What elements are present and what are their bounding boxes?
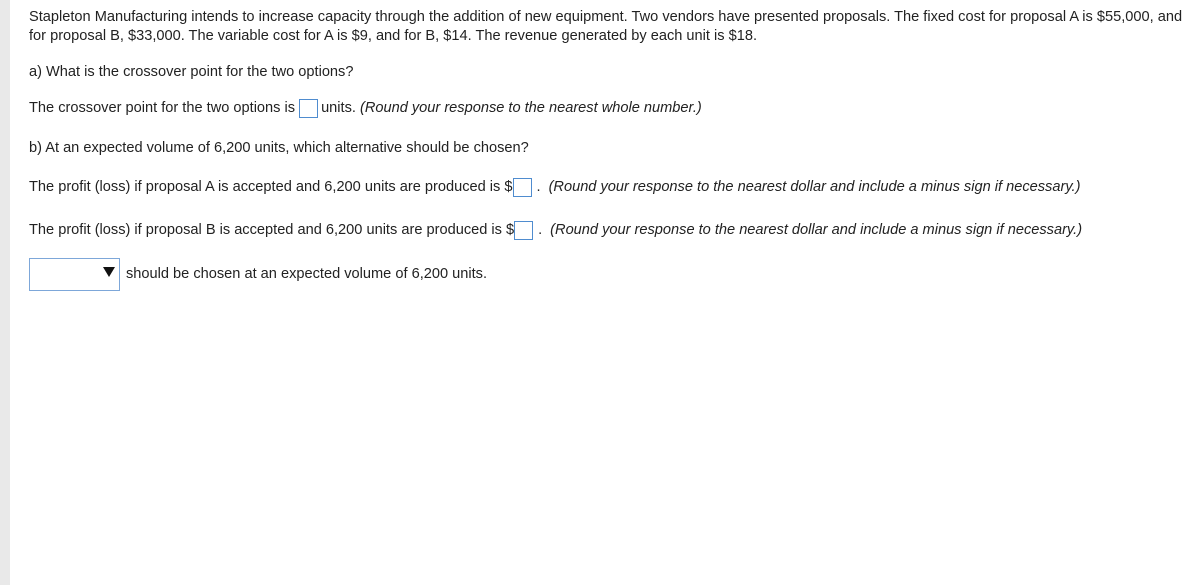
profit-b-row — [29, 221, 1082, 240]
left-margin-bar — [0, 0, 10, 585]
part-a-answer-row — [29, 99, 702, 118]
profit-a-row — [29, 178, 1080, 197]
profit-b-input[interactable] — [514, 221, 533, 240]
part-b-question-row — [29, 139, 529, 158]
profit-a-hint: (Round your response to the nearest dollar and include a minus sign if necessary.) — [548, 179, 1081, 195]
alternative-dropdown[interactable] — [29, 258, 120, 291]
choice-row — [29, 258, 487, 291]
part-a-question-row — [29, 63, 353, 82]
profit-a-label: The profit (loss) if proposal A is accepted and 6,200 units are produced is $ — [29, 179, 513, 195]
question-content — [29, 8, 1194, 282]
profit-b-period: . — [538, 222, 543, 238]
part-a-question: a) What is the crossover point for the two options? — [29, 64, 354, 80]
part-b-question: b) At an expected volume of 6,200 units, which alternative should be chosen? — [29, 140, 529, 156]
profit-a-input[interactable] — [513, 178, 532, 197]
crossover-hint: (Round your response to the nearest whole number.) — [359, 100, 702, 116]
problem-statement: Stapleton Manufacturing intends to increase capacity through the addition of new equipment. Two vendors have presented proposals. The fixed cost for proposal A is $55,000, and for proposal B, $33,000. The variable cost for A is $9, and for B, $14. The revenue generated by each unit is $18. — [29, 9, 1183, 44]
triangle-down-icon — [103, 267, 115, 277]
profit-b-hint: (Round your response to the nearest dollar and include a minus sign if necessary.) — [550, 222, 1083, 238]
crossover-units-label: units. — [321, 100, 356, 116]
crossover-label: The crossover point for the two options is — [29, 100, 296, 116]
choice-suffix: should be chosen at an expected volume of 6,200 units. — [126, 266, 488, 282]
profit-a-period: . — [536, 179, 541, 195]
crossover-input[interactable] — [299, 99, 318, 118]
profit-b-label: The profit (loss) if proposal B is accepted and 6,200 units are produced is $ — [29, 222, 515, 238]
